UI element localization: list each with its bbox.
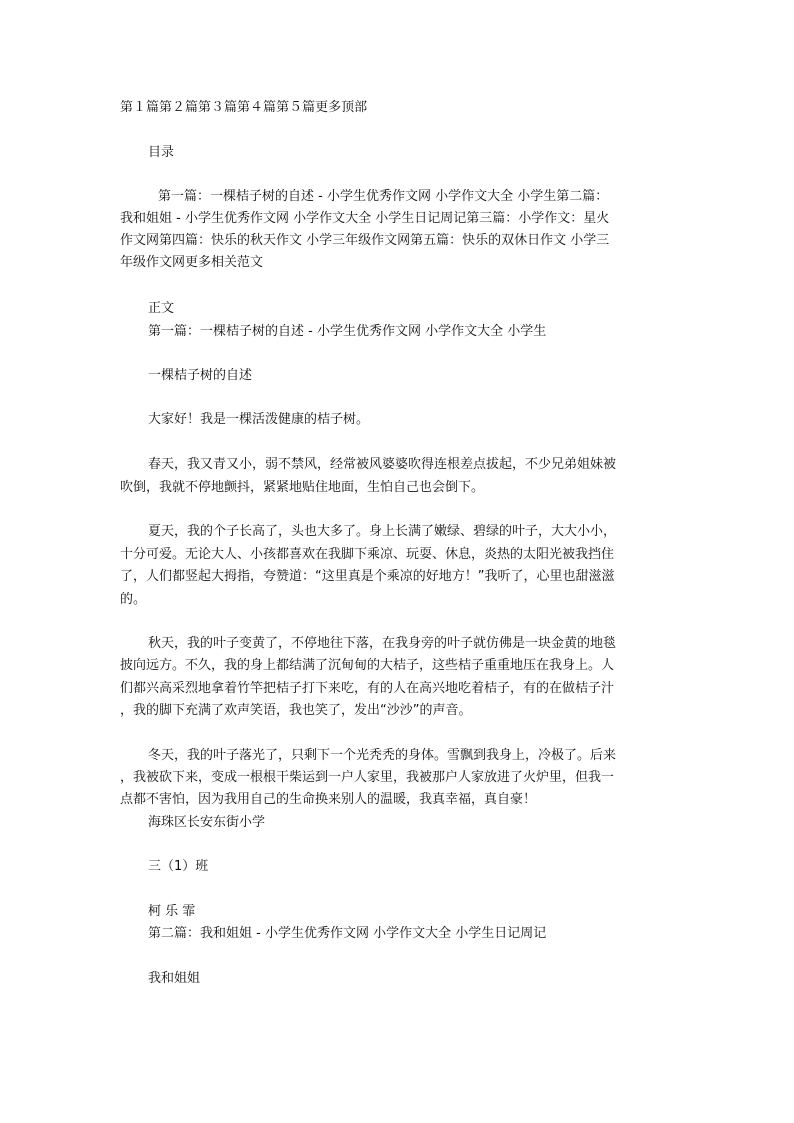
article-2-title: 第二篇：我和姐姐 - 小学生优秀作文网 小学作文大全 小学生日记周记 [148, 926, 547, 941]
article-1-title: 第一篇：一棵桔子树的自述 - 小学生优秀作文网 小学作文大全 小学生 [148, 324, 547, 339]
class-name: 三（1）班 [148, 859, 209, 874]
autumn-paragraph-line: 们都兴高采烈地拿着竹竿把桔子打下来吃，有的人在高兴地吃着桔子，有的在做桔子汁 [120, 681, 615, 696]
body-heading: 正文 [148, 301, 175, 316]
spring-paragraph-line: 春天，我又青又小，弱不禁风，经常被风婆婆吹得连根差点拔起，不少兄弟姐妹被 [148, 457, 617, 472]
toc-line: 作文网第四篇：快乐的秋天作文 小学三年级作文网第五篇：快乐的双休日作文 小学三 [120, 233, 610, 248]
summer-paragraph-line: 的。 [120, 592, 147, 607]
winter-paragraph-line: 点都不害怕，因为我用自己的生命换来别人的温暖，我真幸福，真自豪！ [120, 792, 537, 807]
nav-link-part-1[interactable]: 第１篇 [120, 100, 160, 115]
nav-link-part-4[interactable]: 第４篇 [237, 100, 277, 115]
autumn-paragraph-line: ，我的脚下充满了欢声笑语，我也笑了，发出“沙沙”的声音。 [120, 703, 472, 718]
nav-link-part-2[interactable]: 第２篇 [159, 100, 199, 115]
greeting-paragraph: 大家好！我是一棵活泼健康的桔子树。 [148, 412, 370, 427]
toc-line: 我和姐姐 - 小学生优秀作文网 小学作文大全 小学生日记周记第三篇：小学作文：星火 [120, 211, 610, 226]
toc-line: 年级作文网更多相关范文 [120, 255, 264, 270]
summer-paragraph-line: 夏天，我的个子长高了，头也大多了。身上长满了嫩绿、碧绿的叶子，大大小小， [148, 524, 617, 539]
spring-paragraph-line: 吹倒，我就不停地颤抖，紧紧地贴住地面，生怕自己也会倒下。 [120, 480, 485, 495]
essay-title: 一棵桔子树的自述 [148, 368, 253, 383]
summer-paragraph-line: 了，人们都竖起大拇指，夸赞道：“这里真是个乘凉的好地方！”我听了，心里也甜滋滋 [120, 569, 615, 584]
school-name: 海珠区长安东街小学 [148, 815, 266, 830]
toc-heading: 目录 [148, 145, 175, 160]
nav-link-top[interactable]: 顶部 [341, 100, 368, 115]
toc-line: 第一篇：一棵桔子树的自述 - 小学生优秀作文网 小学作文大全 小学生第二篇： [158, 189, 609, 204]
summer-paragraph-line: 十分可爱。无论大人、小孩都喜欢在我脚下乘凉、玩耍、休息，炎热的太阳光被我挡住 [120, 547, 615, 562]
winter-paragraph-line: ，我被砍下来，变成一根根干柴运到一户人家里，我被那户人家放进了火炉里，但我一 [120, 770, 615, 785]
nav-link-part-5[interactable]: 第５篇 [276, 100, 316, 115]
winter-paragraph-line: 冬天，我的叶子落光了，只剩下一个光秃秃的身体。雪飘到我身上，冷极了。后来 [148, 748, 617, 763]
nav-link-more[interactable]: 更多 [315, 100, 342, 115]
autumn-paragraph-line: 秋天，我的叶子变黄了，不停地往下落，在我身旁的叶子就仿佛是一块金黄的地毯 [148, 636, 617, 651]
top-nav [120, 100, 367, 116]
author-name: 柯 乐 霏 [148, 904, 196, 919]
nav-link-part-3[interactable]: 第３篇 [198, 100, 238, 115]
essay-2-title: 我和姐姐 [148, 971, 201, 986]
autumn-paragraph-line: 披向远方。不久，我的身上都结满了沉甸甸的大桔子，这些桔子重重地压在我身上。人 [120, 658, 615, 673]
